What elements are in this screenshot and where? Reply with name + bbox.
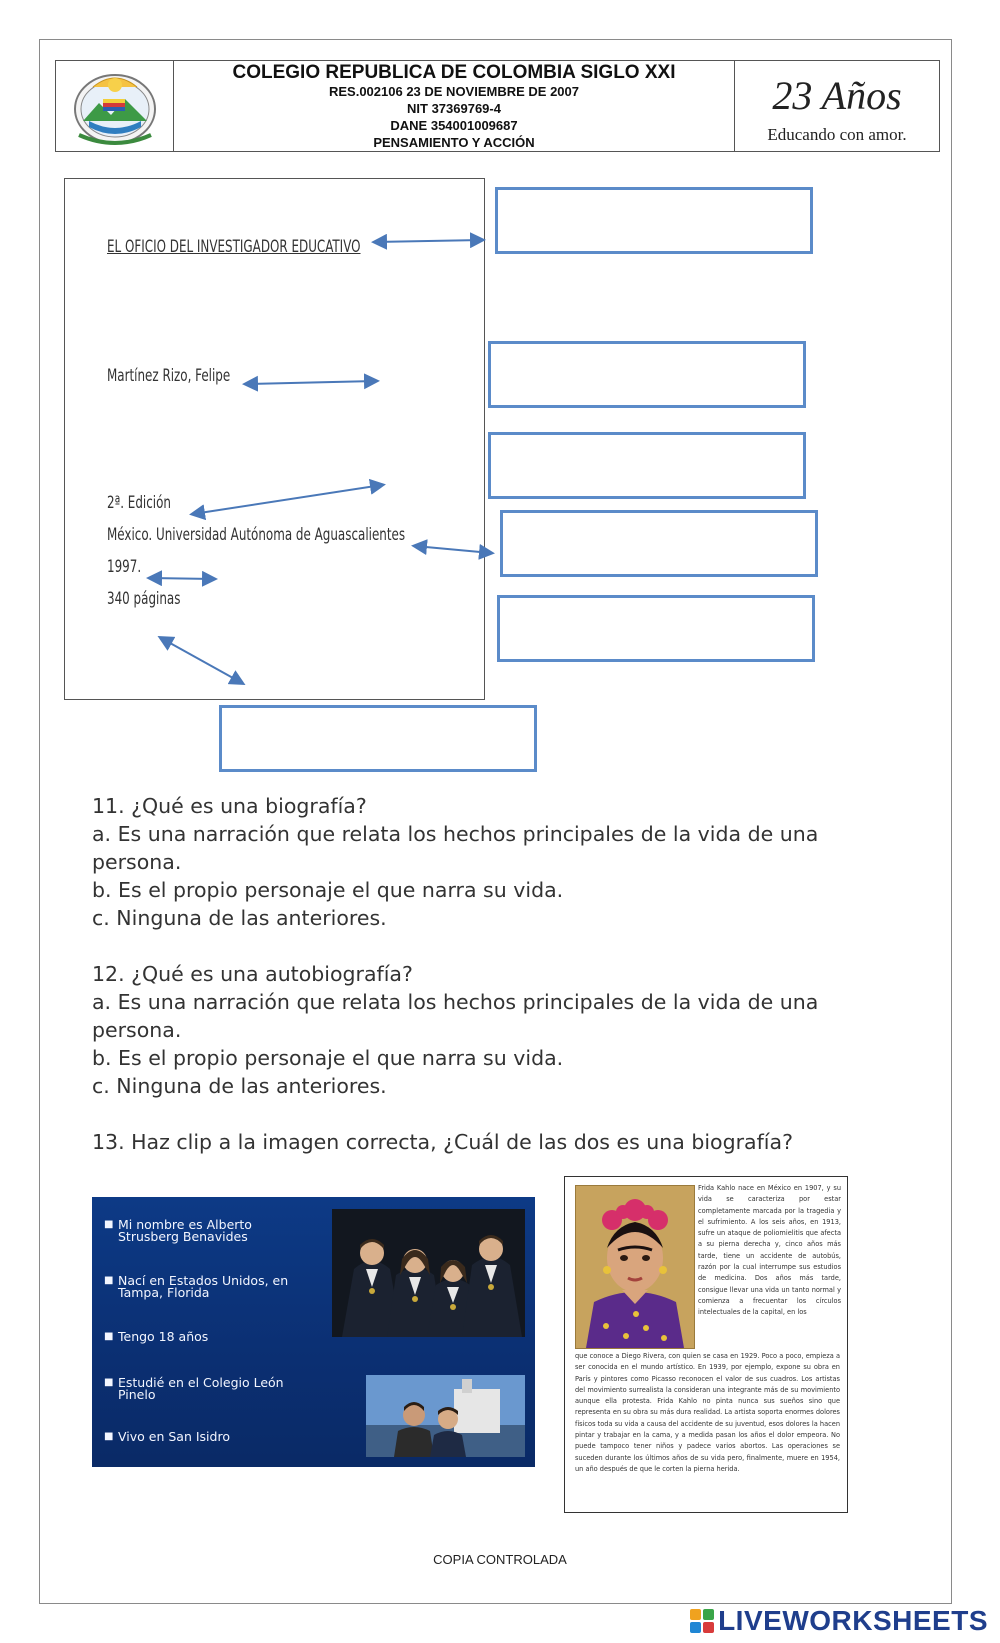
question-13-text: 13. Haz clip a la imagen correcta, ¿Cuál de las dos es una biografía? (92, 1130, 793, 1154)
liveworksheets-logo-icon (690, 1609, 714, 1633)
graduation-photo (332, 1209, 525, 1337)
slide-item: ■ Estudié en el Colegio León Pinelo (104, 1375, 284, 1402)
question-11-option-c[interactable]: c. Ninguna de las anteriores. (92, 906, 387, 930)
question-13 (92, 1128, 912, 1156)
question-12-option-c[interactable]: c. Ninguna de las anteriores. (92, 1074, 387, 1098)
answer-box-year[interactable] (497, 595, 815, 662)
liveworksheets-brand[interactable] (690, 1605, 988, 1637)
book-pages: 340 páginas (107, 589, 181, 609)
friends-photo (366, 1375, 525, 1457)
book-year: 1997. (107, 557, 142, 577)
school-slogan: PENSAMIENTO Y ACCIÓN (373, 135, 535, 150)
answer-box-author[interactable] (488, 341, 806, 408)
answer-box-edition[interactable] (488, 432, 806, 499)
question-11-option-b[interactable]: b. Es el propio personaje el que narra su vida. (92, 878, 564, 902)
autobiography-slide-option[interactable] (92, 1197, 535, 1467)
question-11-option-a[interactable]: a. Es una narración que relata los hechos principales de la vida de una (92, 822, 819, 846)
answer-box-publisher[interactable] (500, 510, 818, 577)
book-publisher: México. Universidad Autónoma de Aguascalientes (107, 525, 406, 545)
question-12-option-b[interactable]: b. Es el propio personaje el que narra su vida. (92, 1046, 564, 1070)
question-11 (92, 792, 912, 932)
school-resolution: RES.002106 23 DE NOVIEMBRE DE 2007 (328, 84, 579, 99)
arrow-pages (161, 638, 242, 683)
controlled-copy-label: COPIA CONTROLADA (433, 1552, 567, 1567)
question-12-text: 12. ¿Qué es una autobiografía? (92, 962, 413, 986)
book-author: Martínez Rizo, Felipe (107, 366, 231, 386)
school-nit: NIT 37369769-4 (407, 101, 501, 116)
school-dane: DANE 354001009687 (390, 118, 518, 133)
frida-kahlo-portrait (575, 1185, 695, 1349)
book-edition: 2ª. Edición (107, 493, 171, 513)
school-name: COLEGIO REPUBLICA DE COLOMBIA SIGLO XXI (232, 62, 676, 83)
question-12-option-a-cont[interactable]: persona. (92, 1018, 182, 1042)
biography-paragraph-side: Frida Kahlo nace en México en 1907, y su vida se caracteriza por estar completamente marcada por la tragedia y el sufrimiento. A los seis años, en 1913, sufre un ataque de poliomielitis que afecta a su pierna derecha y, cinco años más tarde, tiene un accidente de autobús, razón por la cual interrumpe sus estudios de medicina. Dos años más tarde, consigue llevar una vida un tanto normal y comienza a frecuentar los círculos intelectuales de la capital, en los (698, 1184, 841, 1317)
slide-item: ■ Nací en Estados Unidos, en Tampa, Florida (104, 1273, 289, 1300)
arrow-title (375, 240, 482, 242)
arrow-publisher (415, 546, 491, 553)
arrow-year (150, 578, 214, 579)
arrow-author (246, 381, 376, 384)
book-title: EL OFICIO DEL INVESTIGADOR EDUCATIVO (107, 237, 361, 257)
answer-box-title[interactable] (495, 187, 813, 254)
brand-name: LIVEWORKSHEETS (718, 1605, 988, 1636)
anniversary-years: 23 Años (772, 73, 902, 118)
answer-box-pages[interactable] (219, 705, 537, 772)
slide-item: ■ Tengo 18 años (104, 1329, 209, 1344)
biography-paragraph-bottom: que conoce a Diego Rivera, con quien se casa en 1929. Poco a poco, empieza a ser conocida en el mundo artístico. En 1939, por ejemplo, expone su obra en París y pintores como Picasso reconocen el valor de sus cuadros. Los artistas del movimiento surrealista la consideran una integrante más de su movimiento aunque ella protesta. Frida Kahlo no pinta nunca sus sueños sino que representa en su obra su más dura realidad. La artista soporta enormes dolores físicos toda su vida a causa del accidente de su juventud, esos dolores la hacen pintar y trabajar en la cama, y a medida pasan los años el dolor empeora. No puede tampoco tener niños y padece varios abortos. Las operaciones se suceden durante los últimos años de su vida pero, finalmente, muere en 1954, un año después de que le corten la pierna herida. (575, 1352, 840, 1473)
biography-text-option[interactable] (564, 1176, 848, 1513)
arrow-edition (193, 485, 382, 514)
question-12-option-a[interactable]: a. Es una narración que relata los hechos principales de la vida de una (92, 990, 819, 1014)
school-motto: Educando con amor. (767, 125, 907, 144)
question-11-text: 11. ¿Qué es una biografía? (92, 794, 367, 818)
question-12 (92, 960, 912, 1100)
question-11-option-a-cont[interactable]: persona. (92, 850, 182, 874)
slide-item: ■ Mi nombre es Alberto Strusberg Benavides (104, 1217, 252, 1244)
slide-item: ■ Vivo en San Isidro (104, 1429, 230, 1444)
